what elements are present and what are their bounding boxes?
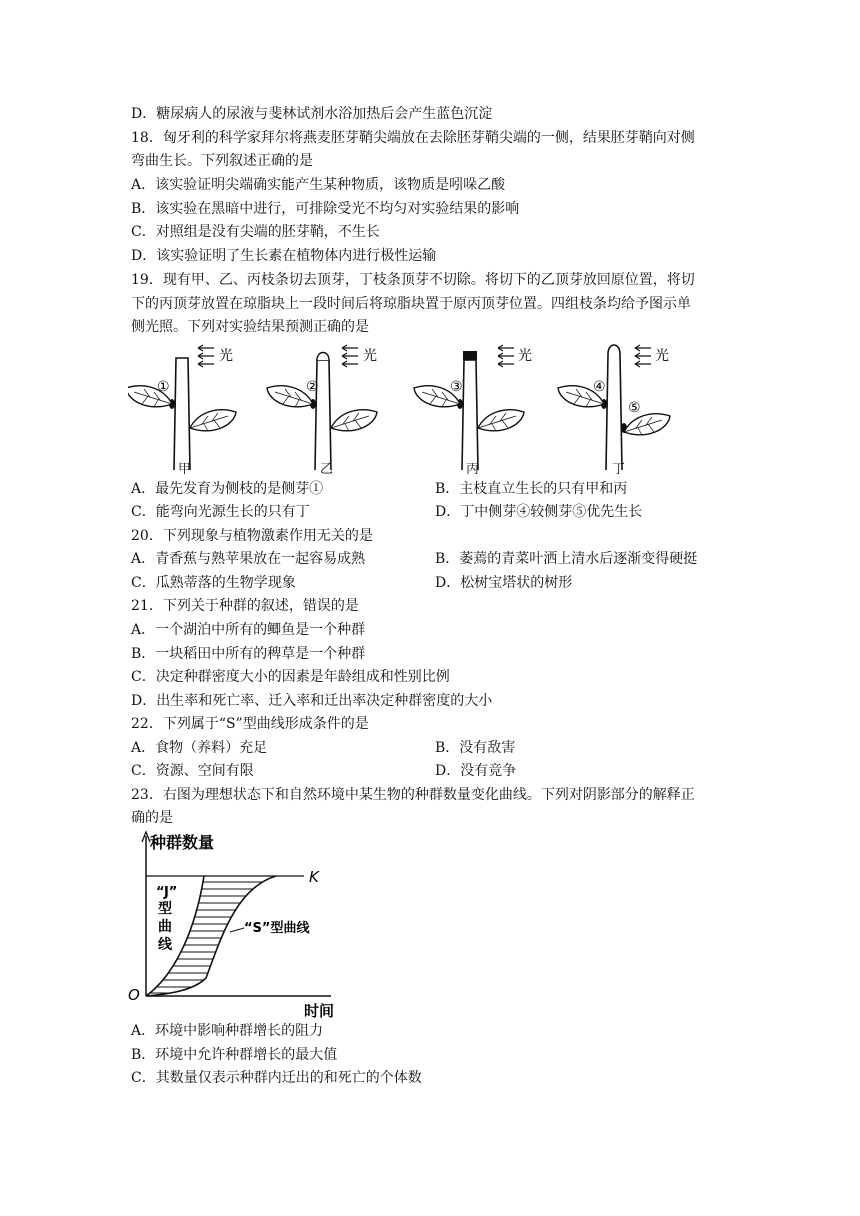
q18-stem-line-2: 弯曲生长。下列叙述正确的是 <box>131 153 313 169</box>
stem-yi <box>267 345 377 470</box>
stem-label-ding: 丁 <box>612 462 626 477</box>
q23-option-b: B．环境中允许种群增长的最大值 <box>131 1047 338 1063</box>
q21-stem: 21．下列关于种群的叙述，错误的是 <box>131 598 359 614</box>
q23-stem-line-1: 23．右图为理想状态下和自然环境中某生物的种群数量变化曲线。下列对阴影部分的解释正 <box>131 787 695 803</box>
k-label: K <box>309 868 319 886</box>
q22-option-a: A．食物（养料）充足 <box>131 740 268 756</box>
q21-option-c: C．决定种群密度大小的因素是年龄组成和性别比例 <box>131 669 450 685</box>
light-label-2: 光 <box>363 348 377 364</box>
origin-label: O <box>128 986 140 1004</box>
q18-stem-line-1: 18．匈牙利的科学家拜尔将燕麦胚芽鞘尖端放在去除胚芽鞘尖端的一侧，结果胚芽鞘向对侧 <box>131 130 695 146</box>
s-curve-label: “S”型曲线 <box>244 921 310 936</box>
stem-label-bing: 丙 <box>466 462 480 477</box>
q18-option-a: A．该实验证明尖端确实能产生某种物质，该物质是吲哚乙酸 <box>131 177 506 193</box>
light-label-4: 光 <box>655 348 669 364</box>
q23-stem-line-2: 确的是 <box>131 810 173 826</box>
j-label-2: 型 <box>158 901 172 917</box>
q22-option-d: D．没有竞争 <box>435 763 517 779</box>
q23-option-c: C．其数量仅表示种群内迁出的和死亡的个体数 <box>131 1070 422 1086</box>
j-label-3: 曲 <box>158 919 172 935</box>
q20-stem: 20．下列现象与植物激素作用无关的是 <box>131 528 373 544</box>
q19-option-d: D．丁中侧芽④较侧芽⑤优先生长 <box>435 504 643 520</box>
population-curve-figure <box>126 828 346 1018</box>
bud-label-1: ① <box>157 379 170 395</box>
q19-stem-line-3: 侧光照。下列对实验结果预测正确的是 <box>131 319 369 335</box>
stem-label-jia: 甲 <box>178 462 192 477</box>
q21-option-b: B．一块稻田中所有的稗草是一个种群 <box>131 646 366 662</box>
x-axis-label: 时间 <box>304 1002 335 1018</box>
q20-option-c: C．瓜熟蒂落的生物学现象 <box>131 575 296 591</box>
j-label-1: “J” <box>156 885 178 900</box>
q19-stem-line-1: 19．现有甲、乙、丙枝条切去顶芽，丁枝条顶芽不切除。将切下的乙顶芽放回原位置，将切 <box>131 272 695 288</box>
q20-option-a: A．青香蕉与熟苹果放在一起容易成熟 <box>131 551 366 567</box>
q18-option-d: D．该实验证明了生长素在植物体内进行极性运输 <box>131 248 437 264</box>
q18-option-b: B．该实验在黑暗中进行，可排除受光不均匀对实验结果的影响 <box>131 201 520 217</box>
q17-option-d: D．糖尿病人的尿液与斐林试剂水浴加热后会产生蓝色沉淀 <box>131 106 493 122</box>
q20-option-b: B．萎蔫的青菜叶洒上清水后逐渐变得硬挺 <box>435 551 698 567</box>
q22-option-b: B．没有敌害 <box>435 740 516 756</box>
q21-option-a: A．一个湖泊中所有的鲫鱼是一个种群 <box>131 622 366 638</box>
j-label-4: 线 <box>158 937 172 953</box>
q22-option-c: C．资源、空间有限 <box>131 763 254 779</box>
q21-option-d: D．出生率和死亡率、迁入率和迁出率决定种群密度的大小 <box>131 693 493 709</box>
q19-plant-figure <box>128 340 688 476</box>
bud-label-2: ② <box>306 379 319 395</box>
stem-bing <box>414 345 524 470</box>
stem-ding <box>558 345 670 470</box>
q23-option-a: A．环境中影响种群增长的阻力 <box>131 1023 324 1039</box>
q19-stem-line-2: 下的丙顶芽放置在琼脂块上一段时间后将琼脂块置于原丙顶芽位置。四组枝条均给予图示单 <box>131 296 691 312</box>
bud-label-3: ③ <box>450 379 463 395</box>
light-label-1: 光 <box>219 348 233 364</box>
y-axis-label: 种群数量 <box>150 833 215 852</box>
light-label-3: 光 <box>518 348 532 364</box>
stem-label-yi: 乙 <box>320 462 334 477</box>
bud-label-5: ⑤ <box>628 400 641 416</box>
q19-option-c: C．能弯向光源生长的只有丁 <box>131 504 310 520</box>
q22-stem: 22．下列属于“S”型曲线形成条件的是 <box>131 716 369 732</box>
q18-option-c: C．对照组是没有尖端的胚芽鞘，不生长 <box>131 224 380 240</box>
bud-label-4: ④ <box>593 379 606 395</box>
q20-option-d: D．松树宝塔状的树形 <box>435 575 573 591</box>
q19-option-b: B．主枝直立生长的只有甲和丙 <box>435 481 628 497</box>
q19-option-a: A．最先发育为侧枝的是侧芽① <box>131 481 324 497</box>
